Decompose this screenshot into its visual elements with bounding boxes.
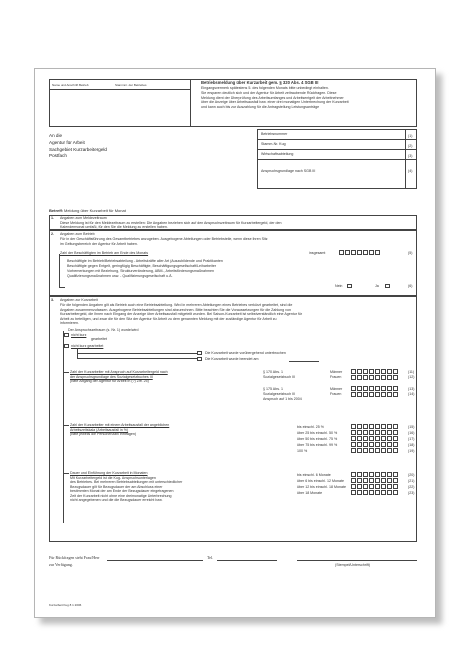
group-c-cells[interactable]	[351, 490, 399, 495]
notice-line: Meldung dient der Überprüfung des Arbeitsumfanges und Arbeitsentgelt der Arbeitnehmer	[201, 95, 344, 100]
group-a-cells[interactable]	[351, 369, 399, 374]
section-2-title: Angaben zum Betrieb	[60, 232, 95, 236]
contact-name-line	[107, 560, 203, 561]
form-code: Kurzarbeit Kug 8 1 2006	[49, 603, 82, 607]
reason-option: Die Kurzarbeit wurde vorübergehend unterbrochen	[205, 351, 286, 355]
group-c-cells[interactable]	[351, 484, 399, 489]
section-1-line: Diese Meldung ist für den Meldezeitraum zu erstellen: Die Angaben beziehen sich auf den Anspruchszeitraum für Kurzarbeitergeld, der den	[60, 220, 282, 225]
availability-text: zur Verfügung.	[49, 562, 73, 567]
section-1-title: Angaben zum Meldezeitraum	[60, 216, 107, 220]
section-3-title: Angaben zur Kurzarbeit	[60, 298, 98, 302]
group-a-row-right: Männer	[330, 387, 343, 391]
group-c-row-left: über 6 bis einschl. 12 Monate	[297, 479, 344, 483]
recipient-line: Sachgebiet Kurzarbeitergeld	[49, 146, 107, 152]
row-code: (20)	[408, 473, 415, 477]
group-c-line: nicht angegebenen und die die Bezugsdauer erreicht bzw.	[70, 498, 163, 502]
group-a-row-right: Frauen	[330, 375, 342, 379]
group-b-cells[interactable]	[351, 424, 399, 429]
reason-checkbox[interactable]	[197, 357, 202, 361]
section-1-line: Kalendermonat umfaßt, für den Sie die Meldung zu erstellen haben.	[60, 225, 168, 229]
group-b-line: Arbeitszeitskala (Arbeitsausfall in %)	[70, 427, 129, 432]
status-option: nicht kurz gearbeitet	[71, 344, 104, 348]
subject-text: Meldung über Kurzarbeit für Monat	[64, 208, 126, 213]
subject-label: Betreff:	[49, 208, 64, 213]
status-option: gearbeitet	[91, 337, 107, 341]
section-2-subline: Vorbemerkungen mit Beziehung, Strukturveränderung, ABM-, Arbeitsförderungsmaßnahmen	[67, 269, 215, 273]
section-2-subline: Beschäftigte im Betrieb/Betriebsabteilung - Arbeitskräfte aller Art (Auszubildende und Praktikanten	[67, 259, 223, 263]
group-c-line: Dauer und Einführung der Kurzarbeit in Monaten	[70, 471, 148, 475]
row-code: (21)	[408, 479, 415, 483]
employee-count-label: Zahl der Beschäftigten im Betrieb am Ende des Monats	[60, 251, 149, 255]
group-b-line: Zahl der Kurzarbeiter mit einem Arbeitsausfall der angeblichen	[70, 423, 170, 427]
side-table-code: (4)	[408, 169, 413, 173]
row-code: (18)	[408, 443, 415, 447]
group-a-row-right: Frauen	[330, 392, 342, 396]
section-2-line: Für in der Geschäftsführung des Gesamtbetriebes anzugeben. Ausgebogene Abteilungen oder Betriebsteile, wenn diese ihren Sitz	[60, 237, 268, 241]
side-table-label: Anspruchsgrundlage nach SGB III	[261, 169, 316, 173]
notice-line: über die Anzeige über Arbeitsausfall bzw. einer drei monatigen Unterbrechung der Kurzarbeit	[201, 100, 349, 104]
section-3-line: Für die folgenden Angaben gilt als Betrieb auch eine Betriebsabteilung. Wird in mehreren Abteilungen eines Betriebes verkürzt gearbeitet, sind die	[60, 303, 293, 307]
row-code: (19)	[408, 449, 415, 453]
status-checkbox[interactable]	[64, 333, 69, 337]
row-code: (6)	[408, 284, 413, 288]
notice-line: Sie ersparen deutlich sich und der Agentur für Arbeit zeitraubende Rückfragen. Diese	[201, 91, 337, 95]
group-a-cells[interactable]	[351, 392, 399, 397]
group-b-row-left: 100 %	[297, 449, 308, 453]
phone-line	[217, 560, 277, 561]
status-checkbox[interactable]	[64, 344, 69, 348]
group-b-line: (Bitte jeweils die Personenzahl eintragen)	[70, 432, 137, 436]
section-2-line: im Geltungsbereich der Agentur für Arbeit haben.	[60, 241, 138, 246]
signature-line	[297, 560, 417, 561]
group-b-row-left: über 25 bis einschl. 50 %	[297, 431, 338, 435]
recipient-line: An die	[49, 133, 63, 138]
row-code: (12)	[408, 375, 415, 379]
section-3-line: informieren.	[60, 321, 79, 325]
group-b-cells[interactable]	[351, 430, 399, 435]
short-work-no-checkbox[interactable]	[347, 284, 352, 288]
row-code: (23)	[408, 491, 415, 495]
side-table-code: (3)	[408, 154, 413, 158]
group-b-cells[interactable]	[351, 448, 399, 453]
side-table-label: Wirtschaftsabteilung	[261, 152, 294, 156]
row-code: (17)	[408, 437, 415, 441]
header-label-stammnr: Stammnr. der Betriebes	[115, 83, 147, 87]
row-code: (15)	[408, 425, 415, 429]
form-title: Betriebsmeldung über Kurzarbeit gem. § 320 Abs. 4 SGB III	[201, 80, 319, 85]
row-code: (16)	[408, 431, 415, 435]
employee-count-field-label: insgesamt	[309, 251, 326, 255]
side-table-code: (2)	[408, 144, 413, 148]
signature-label: (Stempel/Unterschrift)	[335, 563, 370, 567]
section-1-number: 1.	[51, 216, 54, 220]
status-option: nicht kurz	[71, 333, 87, 337]
recipient-block	[49, 133, 107, 160]
reason-checkbox[interactable]	[197, 351, 202, 355]
status-label: Der Anspruchszeitraum (s. Nr. 1) wurde/wird	[68, 328, 139, 332]
side-table-label: Stamm-Nr. Kug	[261, 142, 286, 146]
group-a-row-left: Sozialgesetzbuch III	[263, 375, 296, 379]
section-2-subline: Beschäftigte gegen Entgelt, geringfügig Beschäftigte, Beschäftigungsgesellschaft/Leiharbeiter	[67, 264, 217, 268]
section-3-line: Kurzarbeitergeld, die Ihnen nach Eingang der Anzeige über Arbeitsausfall mitgeteilt wurden. Bei Saison-Kurzarbeit ist selbstverständlich eine Agentur für	[60, 312, 303, 316]
group-a-cells[interactable]	[351, 375, 399, 380]
section-3-number: 3.	[51, 298, 54, 302]
recipient-line: Postfach	[49, 153, 67, 159]
short-work-yes-checkbox[interactable]	[385, 284, 390, 288]
group-a-extra: Anspruch auf 1 bis 2004	[263, 397, 302, 401]
group-a-row-right: Männer	[330, 370, 343, 374]
group-c-line: des Betriebes. Bei mehreren Betriebsabteilungen mit unterschiedlicher	[70, 480, 183, 484]
row-code: (13)	[408, 387, 415, 391]
row-code: (11)	[408, 370, 415, 374]
employee-count-cells[interactable]	[339, 250, 381, 255]
section-3-line: Arbeit zu beteiligen, und zwar die für den Sitz der Agentur für Arbeit zu dem genannten Meldung mit der zuständige Agentur für Arbeit zu	[60, 316, 277, 321]
group-c-line: Zeit der Kurzarbeit nicht ohne eine dreimonatige Unterbrechung	[70, 493, 172, 498]
side-table-label: Betriebsnummer	[261, 132, 288, 136]
group-b-cells[interactable]	[351, 442, 399, 447]
contact-question: Für Rückfragen steht Frau/Herr	[49, 555, 100, 560]
group-a-line: (Bitte Abgang der Agentur für Arbeit in (?) Ziff. 25)	[70, 379, 149, 383]
group-c-row-left: über 12 bis einschl. 18 Monate	[297, 485, 346, 489]
row-code: (14)	[408, 392, 415, 396]
group-c-line: Mit Kurzarbeitergeld ist die Kug- Anspruchsunterlagen	[70, 475, 156, 480]
notice-line: und kann auch bis zur Auszahlung für die Antragstellung Leistungsanträge	[201, 104, 320, 109]
group-c-cells[interactable]	[351, 478, 399, 483]
document-page	[34, 68, 436, 618]
group-c-cells[interactable]	[351, 472, 399, 477]
group-c-row-left: über 18 Monate	[297, 491, 323, 495]
section-2-subline: Qualifizierungsmaßnahmen usw. - Qualifizierungsgesellschaft u.Ä.	[67, 274, 173, 278]
header-label-company: Name und Anschrift Betrieb	[52, 83, 89, 87]
group-b-cells[interactable]	[351, 436, 399, 441]
form-subtitle: Eingangsvermerk spätestens 5. des folgenden Monats bitte unbedingt einhalten.	[201, 86, 329, 90]
reason-option: Die Kurzarbeit wurde beendet am	[205, 357, 259, 361]
group-b-row-left: bis einschl. 25 %	[297, 425, 324, 429]
row-code: (5)	[408, 251, 413, 255]
phone-label: Tel.	[207, 555, 214, 560]
group-a-cells[interactable]	[351, 386, 399, 391]
group-c-line: Bezugsdauer gilt für Bezugsdauer der am Abschluss einer	[70, 484, 163, 489]
section-3-box	[49, 296, 417, 542]
group-c-line: bestimmten Monat der am Ende der Bezugsdauer eingetragenen	[70, 489, 174, 493]
section-3-line: Angaben zusammenzufassen. Ausgebogene Betriebsabteilungen sind abzurechnen. Bitte beachten Sie die Voraussetzungen für die Zahlung von	[60, 307, 291, 312]
side-table-code: (1)	[408, 134, 413, 138]
group-a-row-left: Sozialgesetzbuch III	[263, 392, 296, 396]
recipient-line: Agentur für Arbeit	[49, 139, 85, 145]
group-a-row-left: § 170 Abs. 1	[263, 370, 283, 374]
group-a-row-left: § 175 Abs. 1	[263, 387, 283, 391]
group-a-line: Zahl der Kurzarbeiter mit Anspruch auf Kurzarbeitergeld nach	[70, 370, 168, 374]
section-2-number: 2.	[51, 232, 54, 236]
group-b-row-left: über 50 bis einschl. 75 %	[297, 437, 338, 441]
group-c-row-left: bis einschl. 6 Monate	[297, 473, 331, 477]
group-a-line: der Anspruchsgrundlage des Sozialgesetzbuches III	[70, 374, 153, 379]
group-b-row-left: über 75 bis einschl. 99 %	[297, 443, 338, 447]
short-work-no-label: Nein	[335, 284, 343, 288]
row-code: (22)	[408, 485, 415, 489]
short-work-yes-label: Ja	[375, 284, 379, 288]
